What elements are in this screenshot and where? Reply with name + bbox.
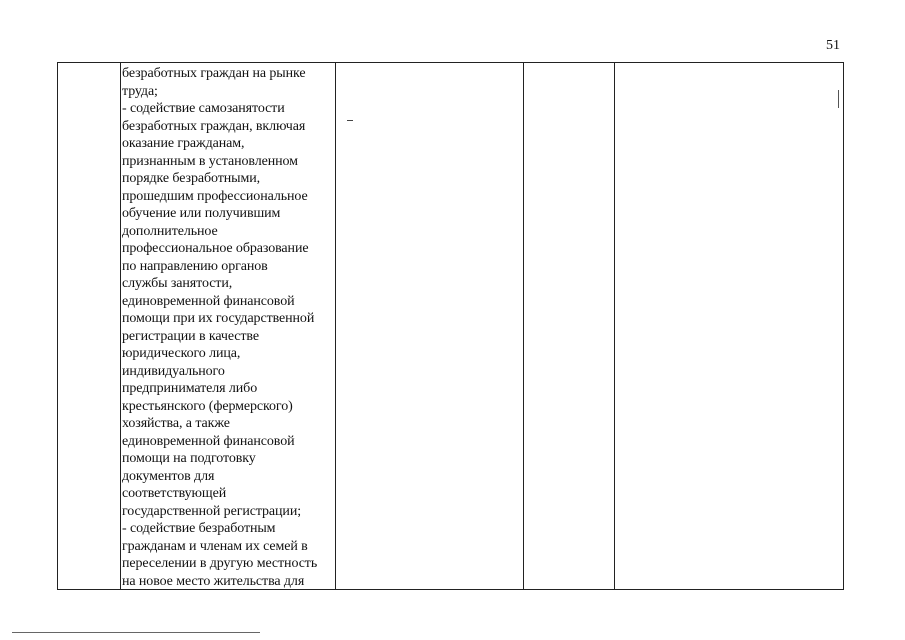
cell-line: регистрации в качестве xyxy=(122,328,259,344)
column-divider-3 xyxy=(523,63,524,589)
cell-line: дополнительное xyxy=(122,223,218,239)
cell-line: государственной регистрации; xyxy=(122,503,302,519)
table-cell-description xyxy=(122,65,336,590)
cell-line: обучение или получившим xyxy=(122,206,281,221)
cell-line: признанным в установленном xyxy=(122,153,298,169)
cell-line: помощи при их государственной xyxy=(122,311,315,326)
cell-line: безработных граждан на рынке xyxy=(122,66,306,81)
column-divider-4 xyxy=(614,63,615,589)
cell-line: по направлению органов xyxy=(122,258,268,274)
cell-line: переселении в другую местность xyxy=(122,556,318,571)
cell-line: труда; xyxy=(122,83,158,99)
cell-line: предпринимателя либо xyxy=(122,381,258,396)
cell-line: - содействие безработным xyxy=(122,521,276,536)
cell-line: хозяйства, а также xyxy=(122,416,230,431)
scan-artifact-mark xyxy=(838,90,839,108)
cell-line: индивидуального xyxy=(122,363,225,379)
cell-line: прошедшим профессиональное xyxy=(122,188,308,204)
cell-line: порядке безработными, xyxy=(122,171,260,186)
cell-line: соответствующей xyxy=(122,486,227,501)
page-number: 51 xyxy=(826,38,840,53)
cell-line: гражданам и членам их семей в xyxy=(122,538,308,554)
scan-artifact-mark xyxy=(347,120,353,121)
document-table xyxy=(57,62,844,590)
cell-line: на новое место жительства для xyxy=(122,573,305,589)
cell-line: документов для xyxy=(122,468,215,484)
cell-line: юридического лица, xyxy=(122,346,241,361)
cell-line: профессиональное образование xyxy=(122,241,309,256)
cell-line: единовременной финансовой xyxy=(122,293,295,309)
column-divider-1 xyxy=(120,63,121,589)
cell-line: безработных граждан, включая xyxy=(122,118,306,134)
cell-line: оказание гражданам, xyxy=(122,136,245,151)
cell-line: единовременной финансовой xyxy=(122,433,295,449)
cell-line: помощи на подготовку xyxy=(122,451,256,466)
cell-line: крестьянского (фермерского) xyxy=(122,398,293,414)
bottom-scan-line xyxy=(12,632,260,633)
cell-line: службы занятости, xyxy=(122,276,233,291)
cell-line: - содействие самозанятости xyxy=(122,101,285,116)
